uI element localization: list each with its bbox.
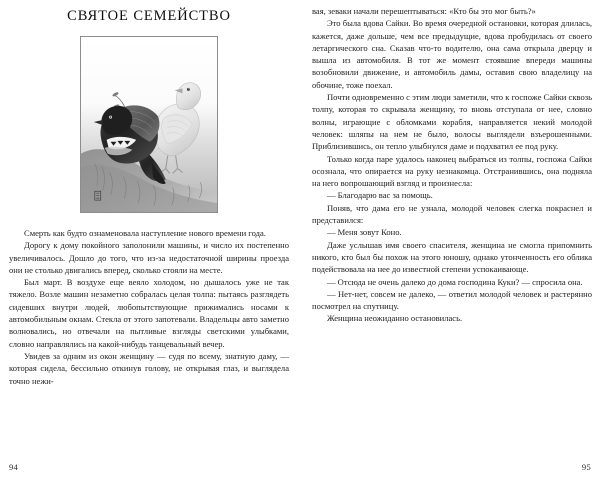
paragraph: Это была вдова Сайки. Во время очередной остановки, которая длилась, кажется, даже дольше, чем все предыдущие, вдова пробудилась от своего летаргического сна. Сказав что-то водителю, она сама открыла дверцу и вышла из автомобиля. В тот же момент стоявшие впереди машины возобновили движение, и автомобиль дамы, оставив свою владелицу на обочине, тоже поехал.	[312, 18, 592, 90]
paragraph: Почти одновременно с этим люди заметили, что к госпоже Сайки сквозь толпу, которая то скрывала женщину, то вновь отступала от нее, словно волны, играющие с обломками корабля, направляется некий молодой человек: шляпы на нем не было, волосы выглядели взъерошенными. Приблизившись, он тепло улыбнулся даме и подхватил ее под руку.	[312, 92, 592, 152]
paragraph: Только когда паре удалось наконец выбраться из толпы, госпожа Сайки осознала, что опирается на руку незнакомца. Отстранившись, она подняла на него вопрошающий взгляд и произнесла:	[312, 153, 592, 189]
paragraph: Был март. В воздухе еще веяло холодом, но дышалось уже не так тяжело. Возле машин незаметно собралась целая толпа: пытаясь разглядеть сидевших внутри людей, любопытствующие прижимались носами к автомобильным окнам. Стекла от этого запотевали. Владельцы авто заметно волновались, но отвечали на пытливые взгляды светскими улыбками, словно направлялись на какой-нибудь танцевальный вечер.	[9, 277, 289, 349]
paragraph: Поняв, что дама его не узнала, молодой человек слегка покраснел и представился:	[312, 202, 592, 226]
two-birds-illustration	[80, 36, 218, 213]
paragraph: Увидев за одним из окон женщину — судя по всему, знатную даму, — которая сидела, бессильно откинув голову, не открывая глаз, и выглядела точно нежи-	[9, 350, 289, 386]
page-right	[300, 0, 600, 480]
right-page-body	[312, 5, 592, 325]
left-page-body	[9, 227, 289, 387]
paragraph: Дорогу к дому покойного заполонили машины, и число их постепенно увеличивалось. Дошло до того, что из-за недостаточной ширины проезда они не столько двигались вперед, сколько стояли на месте.	[9, 240, 289, 275]
paragraph-dialogue: — Меня зовут Коно.	[327, 227, 402, 238]
page-title: СВЯТОЕ СЕМЕЙСТВО	[67, 8, 231, 24]
paragraph-dialogue: — Нет-нет, совсем не далеко, — ответил молодой человек и растерянно посмотрел на спутницу.	[312, 288, 592, 312]
paragraph: Смерть как будто ознаменовала наступление нового времени года.	[24, 228, 266, 238]
paragraph: Даже услышав имя своего спасителя, женщина не смогла припомнить никого, кто был бы похож на этого юношу, однако утонченность его облика подействовала на нее до известной степени успокаивающе.	[312, 239, 592, 275]
page-number-left: 94	[9, 462, 19, 472]
paragraph-dialogue: — Благодарю вас за помощь.	[327, 190, 433, 201]
illustration-container	[80, 36, 218, 213]
paragraph: Женщина неожиданно остановилась.	[327, 313, 463, 324]
paragraph-dialogue: — Отсюда не очень далеко до дома господина Куки? — спросила она.	[327, 276, 583, 287]
page-number-right: 95	[581, 462, 591, 472]
paragraph: вая, зеваки начали перешептываться: «Кто бы это мог быть?»	[312, 6, 536, 16]
